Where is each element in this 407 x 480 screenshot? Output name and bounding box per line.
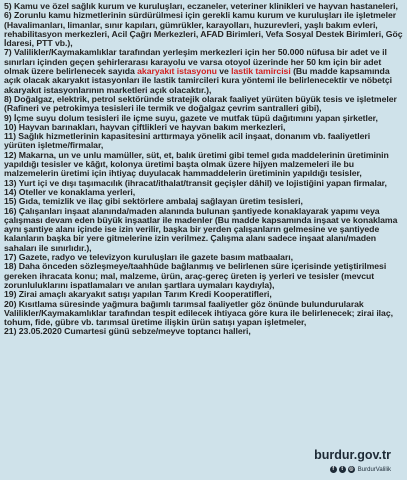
item-7-text: 7) Valilikler/Kaymakamlıklar tarafından yerleşim merkezleri için her 50.000 nüfusa bir adet ve il sınırları içinden geçen şehirlerarası karayolu ve varsa otoyol üzerinde her 50 km için bir adet olmak üzere belirlenecek sayıda <box>4 47 387 77</box>
item-10: 10) Hayvan barınakları, hayvan çiftlikleri ve hayvan bakım merkezleri, <box>4 121 286 132</box>
facebook-icon[interactable]: f <box>330 466 337 473</box>
social-handle[interactable]: BurdurValilik <box>357 466 391 473</box>
website-url[interactable]: burdur.gov.tr <box>314 448 391 462</box>
item-7-connector: ve <box>216 66 232 77</box>
item-18: 18) Daha önceden sözleşmeye/taahhüde bağlanmış ve belirlenen süre içerisinde yetiştirilmesi gereken ihracata konu; mal, malzeme, ürün, araç-gereç üreten iş yerleri ve tesisler (mevcut zorunluluklarını ispatlamaları ve anılan şartlara uymaları kaydıyla), <box>4 261 387 290</box>
item-19: 19) Zirai amaçlı akaryakıt satışı yapılan Tarım Kredi Kooperatifleri, <box>4 289 272 300</box>
item-7 <box>4 48 403 94</box>
item-14: 14) Oteller ve konaklama yerleri, <box>4 186 136 197</box>
item-17: 17) Gazete, radyo ve televizyon kuruluşları ile gazete basım matbaaları, <box>4 252 294 263</box>
footer <box>0 442 407 480</box>
social-links <box>330 466 391 473</box>
item-8: 8) Doğalgaz, elektrik, petrol sektöründe stratejik olarak faaliyet yürüten büyük tesis ve işletmeler (Rafineri ve petrokimya tesisleri ile termik ve doğalgaz çevrim santralleri gibi), <box>4 93 397 114</box>
item-7-rest: (Bu madde kapsamında açık olacak akaryakıt istasyonları ile lastik tamircileri kura yöntemi ile belirlenecektir ve nöbetçi akaryakıt istasyonlarının marketleri açık olacaktır.), <box>4 66 393 95</box>
item-15: 15) Gıda, temizlik ve ilaç gibi sektörlere ambalaj sağlayan üretim tesisleri, <box>4 196 303 207</box>
item-5: 5) Kamu ve özel sağlık kurum ve kuruluşları, eczaneler, veteriner klinikleri ve hayvan hastaneleri, <box>4 2 398 11</box>
item-20: 20) Kısıtlama süresinde yağmura bağımlı tarımsal faaliyetler göz önünde bulundurularak Valilikler/Kaymakamlıklar tarafından tespit edilecek ihtiyaca göre kura ile belirlenecek; zirai ilaç, tohum, fide, gübre vb. tarımsal üretime ilişkin ürün satışı yapan işletmeler, <box>4 298 393 328</box>
instagram-icon[interactable]: ◎ <box>349 466 354 472</box>
item-7-highlight-fuel: akaryakıt istasyonu <box>137 66 217 77</box>
item-16: 16) Çalışanları inşaat alanında/maden alanında bulunan şantiyede konaklayarak yapımı veya çalışması devam eden büyük inşaatlar ile madenler (Bu madde kapsamında inşaat ve konaklama aynı şantiye alanı içinde ise izin verilir, başka bir yerden çalışanların gelmesine ve şantiyede kalanların başka bir yere gitmelerine izin verilmez. Çalışma alanı sadece inşaat alanı/maden sahaları ile sınırlıdır.), <box>4 205 398 253</box>
item-21: 21) 23.05.2020 Cumartesi günü sebze/meyve toptancı halleri, <box>4 326 251 337</box>
item-12: 12) Makarna, un ve unlu mamüller, süt, et, balık üretimi gibi temel gıda maddelerinin üretiminin yapıldığı tesisler ve kâğıt, kolonya üretimi başta olmak üzere hijyen malzemeleri ile bu malzemelerin üretimi için ihtiyaç duyulacak hammaddelerin üretiminin yapıldığı tesisler, <box>4 149 389 179</box>
item-9: 9) İçme suyu dolum tesisleri ile içme suyu, gazete ve mutfak tüpü dağıtımını yapan şirketler, <box>4 112 378 123</box>
document-body <box>4 2 403 442</box>
item-6: 6) Zorunlu kamu hizmetlerinin sürdürülmesi için gerekli kamu kurum ve kuruluşları ile işletmeler (Havalimanları, limanlar, sınır kapıları, gümrükler, karayolları, huzurevleri, yaşlı bakım evleri, rehabilitasyon merkezleri, Acil Çağrı Merkezleri, AFAD Birimleri, Vefa Sosyal Destek Birimleri, Göç İdaresi, PTT vb.), <box>4 10 403 49</box>
twitter-icon[interactable]: t <box>339 466 346 473</box>
item-11: 11) Sağlık hizmetlerinin kapasitesini arttırmaya yönelik acil inşaat, donanım vb. faaliyetleri yürüten işletme/firmalar, <box>4 131 371 151</box>
item-13: 13) Yurt içi ve dışı taşımacılık (ihracat/ithalat/transit geçişler dâhil) ve lojistiğini yapan firmalar, <box>4 177 387 188</box>
item-7-highlight-tire: lastik tamircisi <box>231 66 291 77</box>
